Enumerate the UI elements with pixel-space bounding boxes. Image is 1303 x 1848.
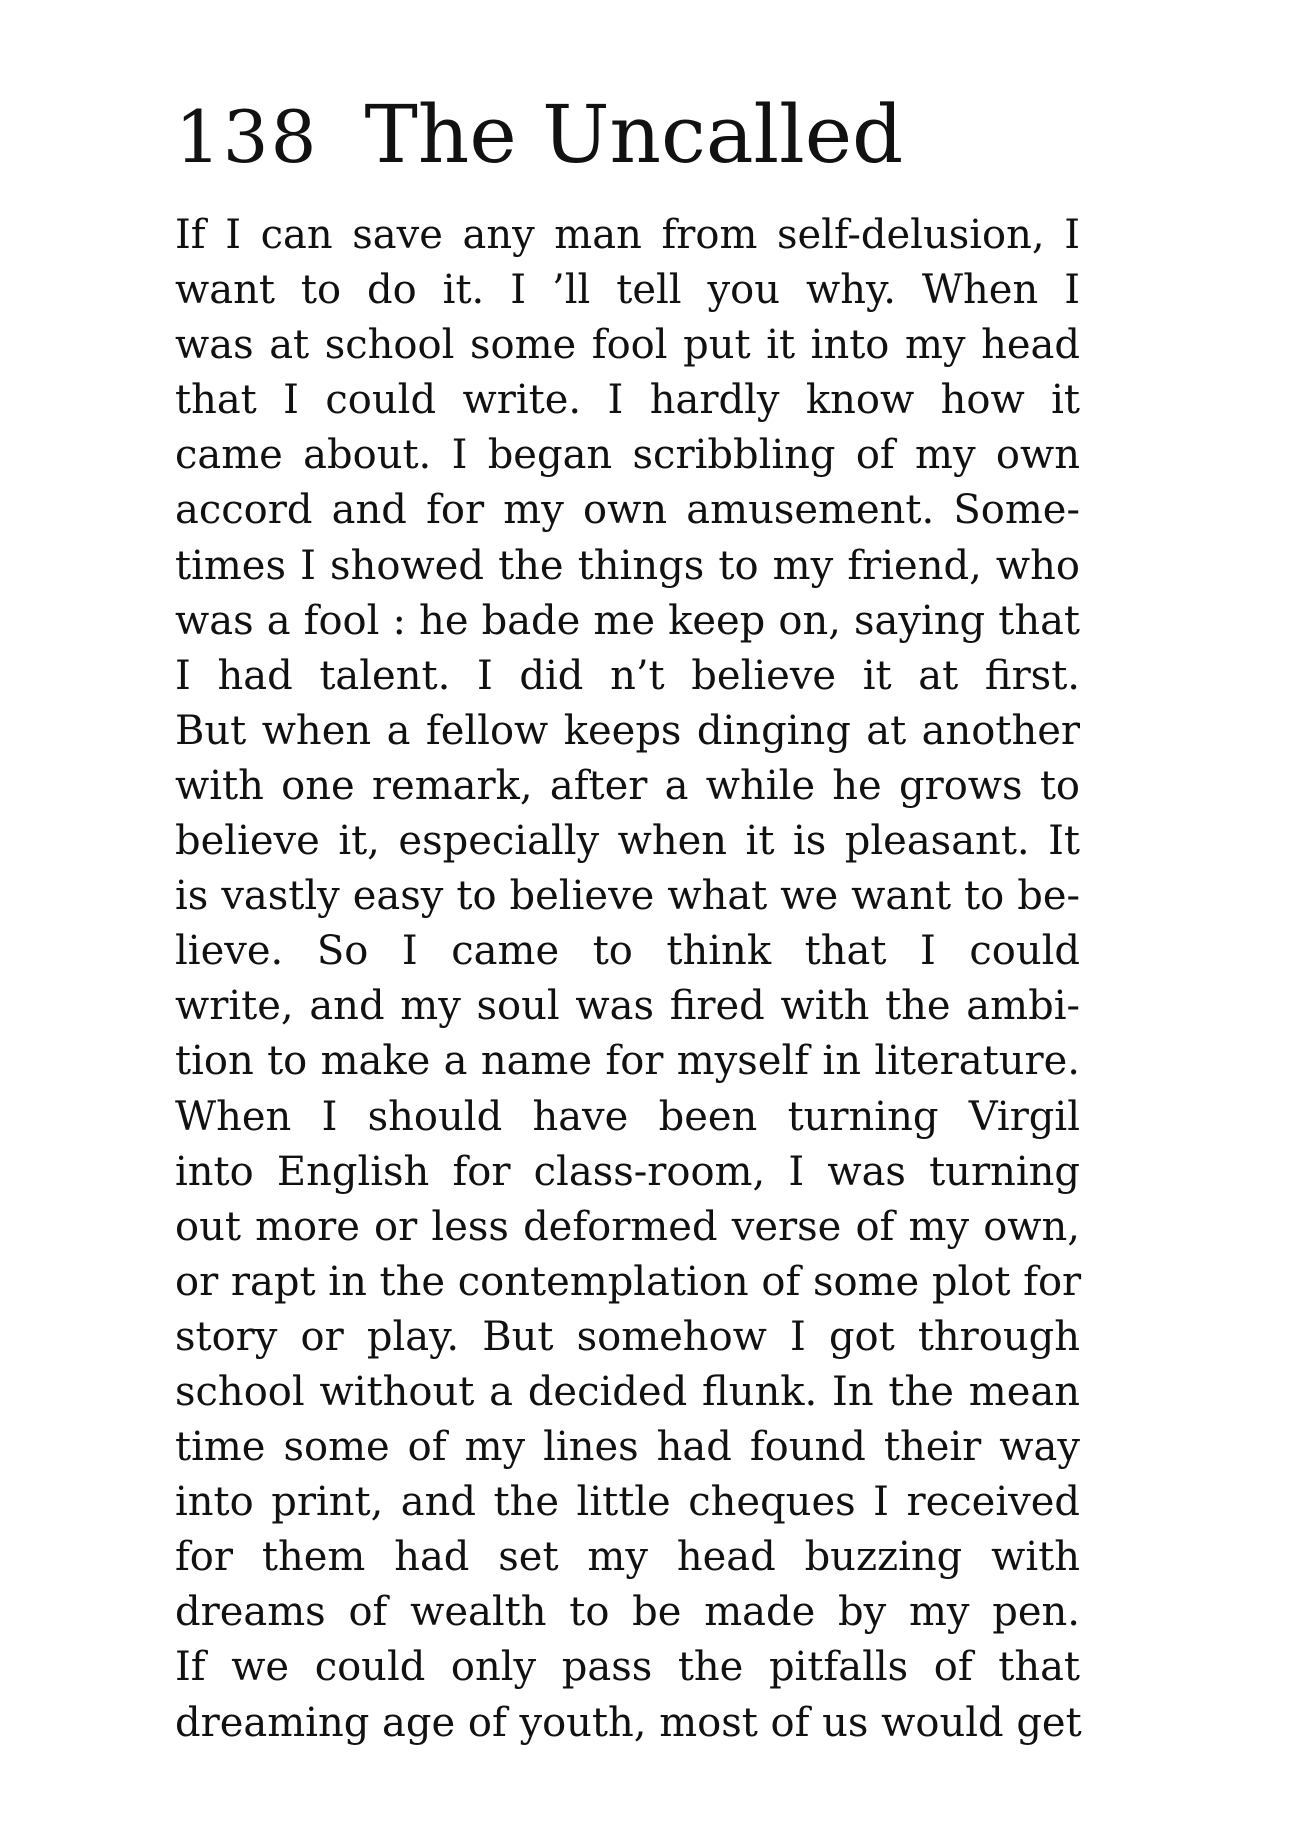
body-text [175, 208, 1080, 1751]
text-line: lieve. So I came to think that I could [175, 928, 1080, 975]
text-line: If we could only pass the pitfalls of that [175, 1644, 1080, 1691]
text-line: school without a decided flunk. In the mean [175, 1368, 1080, 1415]
text-line: dreaming age of youth, most of us would get [175, 1699, 1082, 1746]
text-line: or rapt in the contemplation of some plot for [175, 1258, 1082, 1305]
page-header [175, 88, 903, 181]
text-line: believe it, especially when it is pleasant. It [175, 818, 1080, 865]
text-line: was a fool : he bade me keep on, saying that [175, 597, 1080, 644]
text-line: I had talent. I did n’t believe it at first. [175, 652, 1080, 699]
running-title: The Uncalled [364, 88, 904, 181]
text-line: times I showed the things to my friend, who [175, 542, 1080, 589]
text-line: came about. I began scribbling of my own [175, 432, 1080, 479]
text-line: story or play. But somehow I got through [175, 1313, 1080, 1360]
text-line: into print, and the little cheques I received [175, 1479, 1080, 1526]
text-line: dreams of wealth to be made by my pen. [175, 1589, 1080, 1636]
text-line: When I should have been turning Virgil [175, 1093, 1080, 1140]
text-line: If I can save any man from self-delusion, I [175, 212, 1080, 258]
text-line: time some of my lines had found their way [175, 1424, 1080, 1471]
text-line: for them had set my head buzzing with [175, 1534, 1080, 1581]
page-number: 138 [175, 95, 319, 179]
text-line: But when a fellow keeps dinging at another [175, 707, 1080, 754]
text-line: want to do it. I ’ll tell you why. When I [175, 267, 1080, 314]
text-line: out more or less deformed verse of my own, [175, 1203, 1080, 1250]
text-line: with one remark, after a while he grows to [175, 762, 1080, 809]
text-line: into English for class-room, I was turning [175, 1148, 1080, 1195]
text-line: was at school some fool put it into my head [175, 322, 1080, 369]
text-line: accord and for my own amusement. Some- [175, 487, 1080, 534]
text-line: write, and my soul was fired with the ambi- [175, 983, 1080, 1030]
text-line: is vastly easy to believe what we want to be- [175, 873, 1080, 920]
text-line: that I could write. I hardly know how it [175, 377, 1080, 424]
text-line: tion to make a name for myself in literature. [175, 1038, 1080, 1085]
